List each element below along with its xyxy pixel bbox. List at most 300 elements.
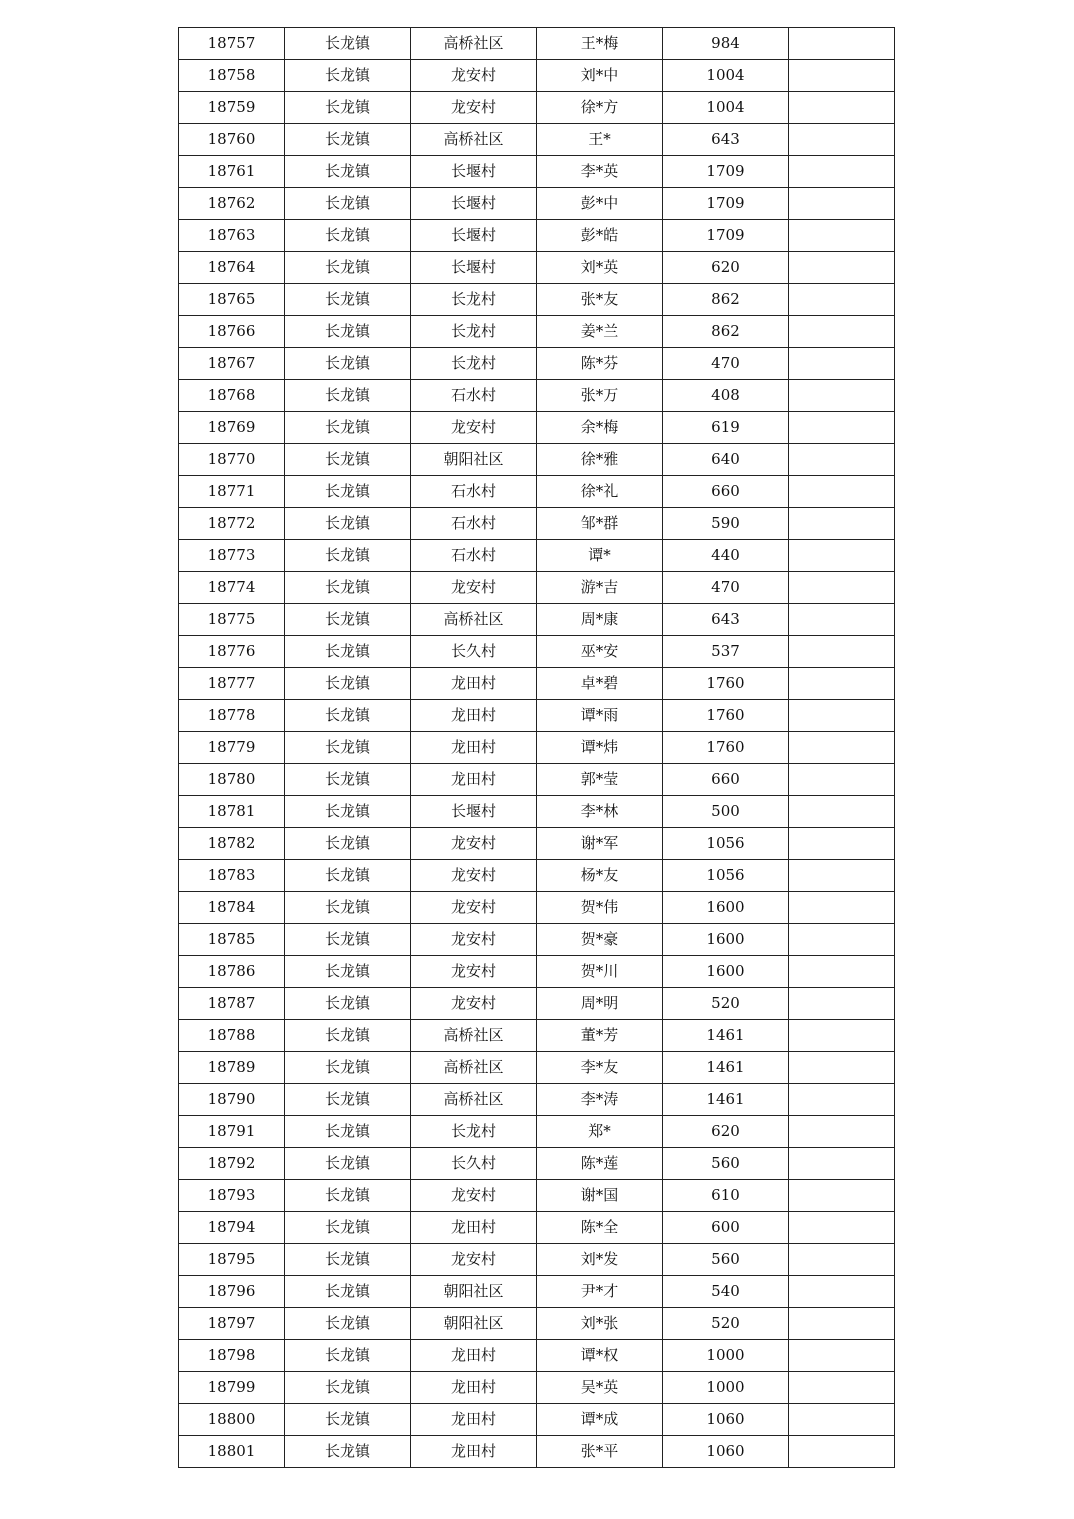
- name-cell: 卓*碧: [537, 668, 663, 700]
- note-cell: [789, 1340, 895, 1372]
- table-row: [179, 604, 895, 636]
- town-cell: 长龙镇: [285, 444, 411, 476]
- name-cell: 董*芳: [537, 1020, 663, 1052]
- table-row: [179, 1052, 895, 1084]
- amount-cell: 1709: [663, 156, 789, 188]
- table-row: [179, 636, 895, 668]
- town-cell: 长龙镇: [285, 1084, 411, 1116]
- record-id-cell: 18785: [179, 924, 285, 956]
- amount-cell: 1461: [663, 1084, 789, 1116]
- record-id-cell: 18788: [179, 1020, 285, 1052]
- village-cell: 石水村: [411, 540, 537, 572]
- name-cell: 张*平: [537, 1436, 663, 1468]
- amount-cell: 984: [663, 28, 789, 60]
- village-cell: 龙田村: [411, 1372, 537, 1404]
- record-id-cell: 18774: [179, 572, 285, 604]
- town-cell: 长龙镇: [285, 412, 411, 444]
- record-id-cell: 18765: [179, 284, 285, 316]
- amount-cell: 1000: [663, 1340, 789, 1372]
- town-cell: 长龙镇: [285, 1404, 411, 1436]
- name-cell: 刘*张: [537, 1308, 663, 1340]
- name-cell: 李*友: [537, 1052, 663, 1084]
- name-cell: 徐*礼: [537, 476, 663, 508]
- table-row: [179, 1212, 895, 1244]
- village-cell: 龙田村: [411, 1340, 537, 1372]
- name-cell: 刘*发: [537, 1244, 663, 1276]
- name-cell: 贺*川: [537, 956, 663, 988]
- table-row: [179, 508, 895, 540]
- record-id-cell: 18769: [179, 412, 285, 444]
- amount-cell: 1600: [663, 924, 789, 956]
- town-cell: 长龙镇: [285, 764, 411, 796]
- note-cell: [789, 348, 895, 380]
- table-row: [179, 572, 895, 604]
- name-cell: 彭*中: [537, 188, 663, 220]
- amount-cell: 1709: [663, 188, 789, 220]
- name-cell: 周*康: [537, 604, 663, 636]
- amount-cell: 520: [663, 1308, 789, 1340]
- amount-cell: 537: [663, 636, 789, 668]
- village-cell: 长堰村: [411, 252, 537, 284]
- record-id-cell: 18775: [179, 604, 285, 636]
- table-row: [179, 476, 895, 508]
- record-id-cell: 18793: [179, 1180, 285, 1212]
- village-cell: 龙田村: [411, 764, 537, 796]
- village-cell: 石水村: [411, 380, 537, 412]
- town-cell: 长龙镇: [285, 1340, 411, 1372]
- village-cell: 高桥社区: [411, 1084, 537, 1116]
- name-cell: 巫*安: [537, 636, 663, 668]
- record-id-cell: 18771: [179, 476, 285, 508]
- amount-cell: 643: [663, 124, 789, 156]
- note-cell: [789, 1276, 895, 1308]
- table-row: [179, 1116, 895, 1148]
- record-id-cell: 18782: [179, 828, 285, 860]
- record-id-cell: 18762: [179, 188, 285, 220]
- amount-cell: 1004: [663, 92, 789, 124]
- record-id-cell: 18758: [179, 60, 285, 92]
- table-row: [179, 316, 895, 348]
- village-cell: 朝阳社区: [411, 1308, 537, 1340]
- note-cell: [789, 476, 895, 508]
- town-cell: 长龙镇: [285, 508, 411, 540]
- record-id-cell: 18757: [179, 28, 285, 60]
- record-id-cell: 18780: [179, 764, 285, 796]
- town-cell: 长龙镇: [285, 636, 411, 668]
- village-cell: 朝阳社区: [411, 1276, 537, 1308]
- amount-cell: 560: [663, 1148, 789, 1180]
- town-cell: 长龙镇: [285, 604, 411, 636]
- record-id-cell: 18766: [179, 316, 285, 348]
- name-cell: 谢*军: [537, 828, 663, 860]
- town-cell: 长龙镇: [285, 540, 411, 572]
- record-id-cell: 18773: [179, 540, 285, 572]
- amount-cell: 1760: [663, 732, 789, 764]
- note-cell: [789, 284, 895, 316]
- name-cell: 李*英: [537, 156, 663, 188]
- table-row: [179, 764, 895, 796]
- village-cell: 高桥社区: [411, 604, 537, 636]
- note-cell: [789, 380, 895, 412]
- record-id-cell: 18760: [179, 124, 285, 156]
- town-cell: 长龙镇: [285, 1244, 411, 1276]
- note-cell: [789, 668, 895, 700]
- town-cell: 长龙镇: [285, 1180, 411, 1212]
- amount-cell: 500: [663, 796, 789, 828]
- amount-cell: 862: [663, 284, 789, 316]
- name-cell: 王*梅: [537, 28, 663, 60]
- name-cell: 贺*伟: [537, 892, 663, 924]
- record-id-cell: 18764: [179, 252, 285, 284]
- amount-cell: 1461: [663, 1052, 789, 1084]
- note-cell: [789, 316, 895, 348]
- amount-cell: 470: [663, 348, 789, 380]
- amount-cell: 1060: [663, 1404, 789, 1436]
- amount-cell: 1760: [663, 668, 789, 700]
- village-cell: 朝阳社区: [411, 444, 537, 476]
- table-row: [179, 60, 895, 92]
- village-cell: 龙安村: [411, 412, 537, 444]
- town-cell: 长龙镇: [285, 476, 411, 508]
- record-id-cell: 18777: [179, 668, 285, 700]
- village-cell: 龙安村: [411, 1180, 537, 1212]
- name-cell: 周*明: [537, 988, 663, 1020]
- record-id-cell: 18761: [179, 156, 285, 188]
- record-id-cell: 18791: [179, 1116, 285, 1148]
- note-cell: [789, 1404, 895, 1436]
- note-cell: [789, 1020, 895, 1052]
- note-cell: [789, 124, 895, 156]
- table-row: [179, 668, 895, 700]
- town-cell: 长龙镇: [285, 92, 411, 124]
- record-id-cell: 18779: [179, 732, 285, 764]
- table-row: [179, 1404, 895, 1436]
- name-cell: 谭*: [537, 540, 663, 572]
- town-cell: 长龙镇: [285, 28, 411, 60]
- table-row: [179, 892, 895, 924]
- record-id-cell: 18797: [179, 1308, 285, 1340]
- village-cell: 高桥社区: [411, 124, 537, 156]
- table-row: [179, 380, 895, 412]
- amount-cell: 440: [663, 540, 789, 572]
- name-cell: 刘*英: [537, 252, 663, 284]
- record-id-cell: 18784: [179, 892, 285, 924]
- table-row: [179, 92, 895, 124]
- record-id-cell: 18796: [179, 1276, 285, 1308]
- village-cell: 龙田村: [411, 700, 537, 732]
- record-id-cell: 18783: [179, 860, 285, 892]
- table-row: [179, 412, 895, 444]
- note-cell: [789, 1436, 895, 1468]
- table-row: [179, 1372, 895, 1404]
- table-row: [179, 1244, 895, 1276]
- record-id-cell: 18763: [179, 220, 285, 252]
- amount-cell: 660: [663, 476, 789, 508]
- village-cell: 龙田村: [411, 732, 537, 764]
- table-row: [179, 956, 895, 988]
- note-cell: [789, 1180, 895, 1212]
- village-cell: 龙田村: [411, 668, 537, 700]
- note-cell: [789, 1052, 895, 1084]
- village-cell: 长龙村: [411, 284, 537, 316]
- amount-cell: 619: [663, 412, 789, 444]
- table-row: [179, 156, 895, 188]
- name-cell: 谭*权: [537, 1340, 663, 1372]
- town-cell: 长龙镇: [285, 348, 411, 380]
- name-cell: 谭*成: [537, 1404, 663, 1436]
- table-row: [179, 860, 895, 892]
- town-cell: 长龙镇: [285, 668, 411, 700]
- town-cell: 长龙镇: [285, 700, 411, 732]
- town-cell: 长龙镇: [285, 1116, 411, 1148]
- name-cell: 姜*兰: [537, 316, 663, 348]
- table-row: [179, 700, 895, 732]
- town-cell: 长龙镇: [285, 924, 411, 956]
- village-cell: 长久村: [411, 1148, 537, 1180]
- record-id-cell: 18798: [179, 1340, 285, 1372]
- note-cell: [789, 764, 895, 796]
- amount-cell: 1709: [663, 220, 789, 252]
- town-cell: 长龙镇: [285, 1436, 411, 1468]
- town-cell: 长龙镇: [285, 220, 411, 252]
- table-row: [179, 1020, 895, 1052]
- note-cell: [789, 860, 895, 892]
- town-cell: 长龙镇: [285, 1308, 411, 1340]
- record-id-cell: 18787: [179, 988, 285, 1020]
- amount-cell: 590: [663, 508, 789, 540]
- note-cell: [789, 1148, 895, 1180]
- village-cell: 长堰村: [411, 188, 537, 220]
- village-cell: 龙田村: [411, 1404, 537, 1436]
- town-cell: 长龙镇: [285, 60, 411, 92]
- record-id-cell: 18786: [179, 956, 285, 988]
- table-row: [179, 988, 895, 1020]
- note-cell: [789, 252, 895, 284]
- amount-cell: 1600: [663, 892, 789, 924]
- town-cell: 长龙镇: [285, 892, 411, 924]
- town-cell: 长龙镇: [285, 1020, 411, 1052]
- note-cell: [789, 220, 895, 252]
- note-cell: [789, 700, 895, 732]
- amount-cell: 610: [663, 1180, 789, 1212]
- village-cell: 龙安村: [411, 1244, 537, 1276]
- note-cell: [789, 956, 895, 988]
- town-cell: 长龙镇: [285, 1148, 411, 1180]
- town-cell: 长龙镇: [285, 796, 411, 828]
- name-cell: 尹*才: [537, 1276, 663, 1308]
- village-cell: 龙安村: [411, 828, 537, 860]
- town-cell: 长龙镇: [285, 284, 411, 316]
- table-row: [179, 1436, 895, 1468]
- table-row: [179, 1340, 895, 1372]
- town-cell: 长龙镇: [285, 252, 411, 284]
- village-cell: 龙田村: [411, 1212, 537, 1244]
- name-cell: 王*: [537, 124, 663, 156]
- village-cell: 龙安村: [411, 92, 537, 124]
- village-cell: 石水村: [411, 476, 537, 508]
- town-cell: 长龙镇: [285, 1212, 411, 1244]
- amount-cell: 862: [663, 316, 789, 348]
- note-cell: [789, 156, 895, 188]
- table-row: [179, 796, 895, 828]
- note-cell: [789, 572, 895, 604]
- note-cell: [789, 828, 895, 860]
- village-cell: 龙安村: [411, 956, 537, 988]
- village-cell: 高桥社区: [411, 28, 537, 60]
- amount-cell: 470: [663, 572, 789, 604]
- town-cell: 长龙镇: [285, 188, 411, 220]
- amount-cell: 560: [663, 1244, 789, 1276]
- amount-cell: 1056: [663, 860, 789, 892]
- village-cell: 龙安村: [411, 924, 537, 956]
- village-cell: 长堰村: [411, 156, 537, 188]
- name-cell: 余*梅: [537, 412, 663, 444]
- record-id-cell: 18799: [179, 1372, 285, 1404]
- note-cell: [789, 1116, 895, 1148]
- record-id-cell: 18789: [179, 1052, 285, 1084]
- amount-cell: 1000: [663, 1372, 789, 1404]
- name-cell: 陈*芬: [537, 348, 663, 380]
- village-cell: 龙安村: [411, 892, 537, 924]
- note-cell: [789, 892, 895, 924]
- table-row: [179, 1276, 895, 1308]
- record-id-cell: 18781: [179, 796, 285, 828]
- note-cell: [789, 444, 895, 476]
- records-body: [179, 28, 895, 1468]
- amount-cell: 1600: [663, 956, 789, 988]
- amount-cell: 1461: [663, 1020, 789, 1052]
- name-cell: 吴*英: [537, 1372, 663, 1404]
- note-cell: [789, 1084, 895, 1116]
- name-cell: 杨*友: [537, 860, 663, 892]
- name-cell: 陈*全: [537, 1212, 663, 1244]
- village-cell: 长龙村: [411, 1116, 537, 1148]
- amount-cell: 1004: [663, 60, 789, 92]
- record-id-cell: 18790: [179, 1084, 285, 1116]
- table-row: [179, 1084, 895, 1116]
- record-id-cell: 18759: [179, 92, 285, 124]
- table-row: [179, 1308, 895, 1340]
- record-id-cell: 18778: [179, 700, 285, 732]
- name-cell: 游*吉: [537, 572, 663, 604]
- note-cell: [789, 1308, 895, 1340]
- name-cell: 郭*莹: [537, 764, 663, 796]
- note-cell: [789, 60, 895, 92]
- table-row: [179, 188, 895, 220]
- record-id-cell: 18768: [179, 380, 285, 412]
- table-row: [179, 540, 895, 572]
- note-cell: [789, 1372, 895, 1404]
- amount-cell: 1060: [663, 1436, 789, 1468]
- name-cell: 陈*莲: [537, 1148, 663, 1180]
- amount-cell: 620: [663, 1116, 789, 1148]
- note-cell: [789, 924, 895, 956]
- note-cell: [789, 604, 895, 636]
- record-id-cell: 18794: [179, 1212, 285, 1244]
- table-row: [179, 220, 895, 252]
- record-id-cell: 18770: [179, 444, 285, 476]
- village-cell: 长龙村: [411, 348, 537, 380]
- note-cell: [789, 508, 895, 540]
- table-row: [179, 124, 895, 156]
- village-cell: 龙安村: [411, 860, 537, 892]
- table-row: [179, 28, 895, 60]
- record-id-cell: 18795: [179, 1244, 285, 1276]
- note-cell: [789, 188, 895, 220]
- town-cell: 长龙镇: [285, 124, 411, 156]
- note-cell: [789, 732, 895, 764]
- table-row: [179, 828, 895, 860]
- record-id-cell: 18800: [179, 1404, 285, 1436]
- note-cell: [789, 28, 895, 60]
- note-cell: [789, 1244, 895, 1276]
- note-cell: [789, 636, 895, 668]
- town-cell: 长龙镇: [285, 1372, 411, 1404]
- amount-cell: 540: [663, 1276, 789, 1308]
- amount-cell: 643: [663, 604, 789, 636]
- village-cell: 龙安村: [411, 60, 537, 92]
- table-row: [179, 1148, 895, 1180]
- name-cell: 贺*豪: [537, 924, 663, 956]
- name-cell: 谢*国: [537, 1180, 663, 1212]
- name-cell: 郑*: [537, 1116, 663, 1148]
- amount-cell: 1760: [663, 700, 789, 732]
- note-cell: [789, 796, 895, 828]
- note-cell: [789, 412, 895, 444]
- record-id-cell: 18776: [179, 636, 285, 668]
- table-row: [179, 1180, 895, 1212]
- records-table: [178, 27, 895, 1468]
- name-cell: 彭*皓: [537, 220, 663, 252]
- village-cell: 长龙村: [411, 316, 537, 348]
- town-cell: 长龙镇: [285, 860, 411, 892]
- name-cell: 张*万: [537, 380, 663, 412]
- table-row: [179, 732, 895, 764]
- name-cell: 邹*群: [537, 508, 663, 540]
- name-cell: 李*涛: [537, 1084, 663, 1116]
- town-cell: 长龙镇: [285, 1052, 411, 1084]
- town-cell: 长龙镇: [285, 732, 411, 764]
- town-cell: 长龙镇: [285, 1276, 411, 1308]
- town-cell: 长龙镇: [285, 380, 411, 412]
- village-cell: 长堰村: [411, 220, 537, 252]
- amount-cell: 1056: [663, 828, 789, 860]
- record-id-cell: 18772: [179, 508, 285, 540]
- table-row: [179, 252, 895, 284]
- amount-cell: 408: [663, 380, 789, 412]
- village-cell: 长久村: [411, 636, 537, 668]
- village-cell: 龙安村: [411, 572, 537, 604]
- table-row: [179, 444, 895, 476]
- village-cell: 石水村: [411, 508, 537, 540]
- name-cell: 刘*中: [537, 60, 663, 92]
- village-cell: 高桥社区: [411, 1052, 537, 1084]
- name-cell: 谭*雨: [537, 700, 663, 732]
- village-cell: 龙田村: [411, 1436, 537, 1468]
- amount-cell: 620: [663, 252, 789, 284]
- town-cell: 长龙镇: [285, 572, 411, 604]
- town-cell: 长龙镇: [285, 956, 411, 988]
- town-cell: 长龙镇: [285, 316, 411, 348]
- name-cell: 徐*雅: [537, 444, 663, 476]
- amount-cell: 600: [663, 1212, 789, 1244]
- record-id-cell: 18792: [179, 1148, 285, 1180]
- name-cell: 谭*炜: [537, 732, 663, 764]
- village-cell: 高桥社区: [411, 1020, 537, 1052]
- table-row: [179, 924, 895, 956]
- amount-cell: 640: [663, 444, 789, 476]
- note-cell: [789, 988, 895, 1020]
